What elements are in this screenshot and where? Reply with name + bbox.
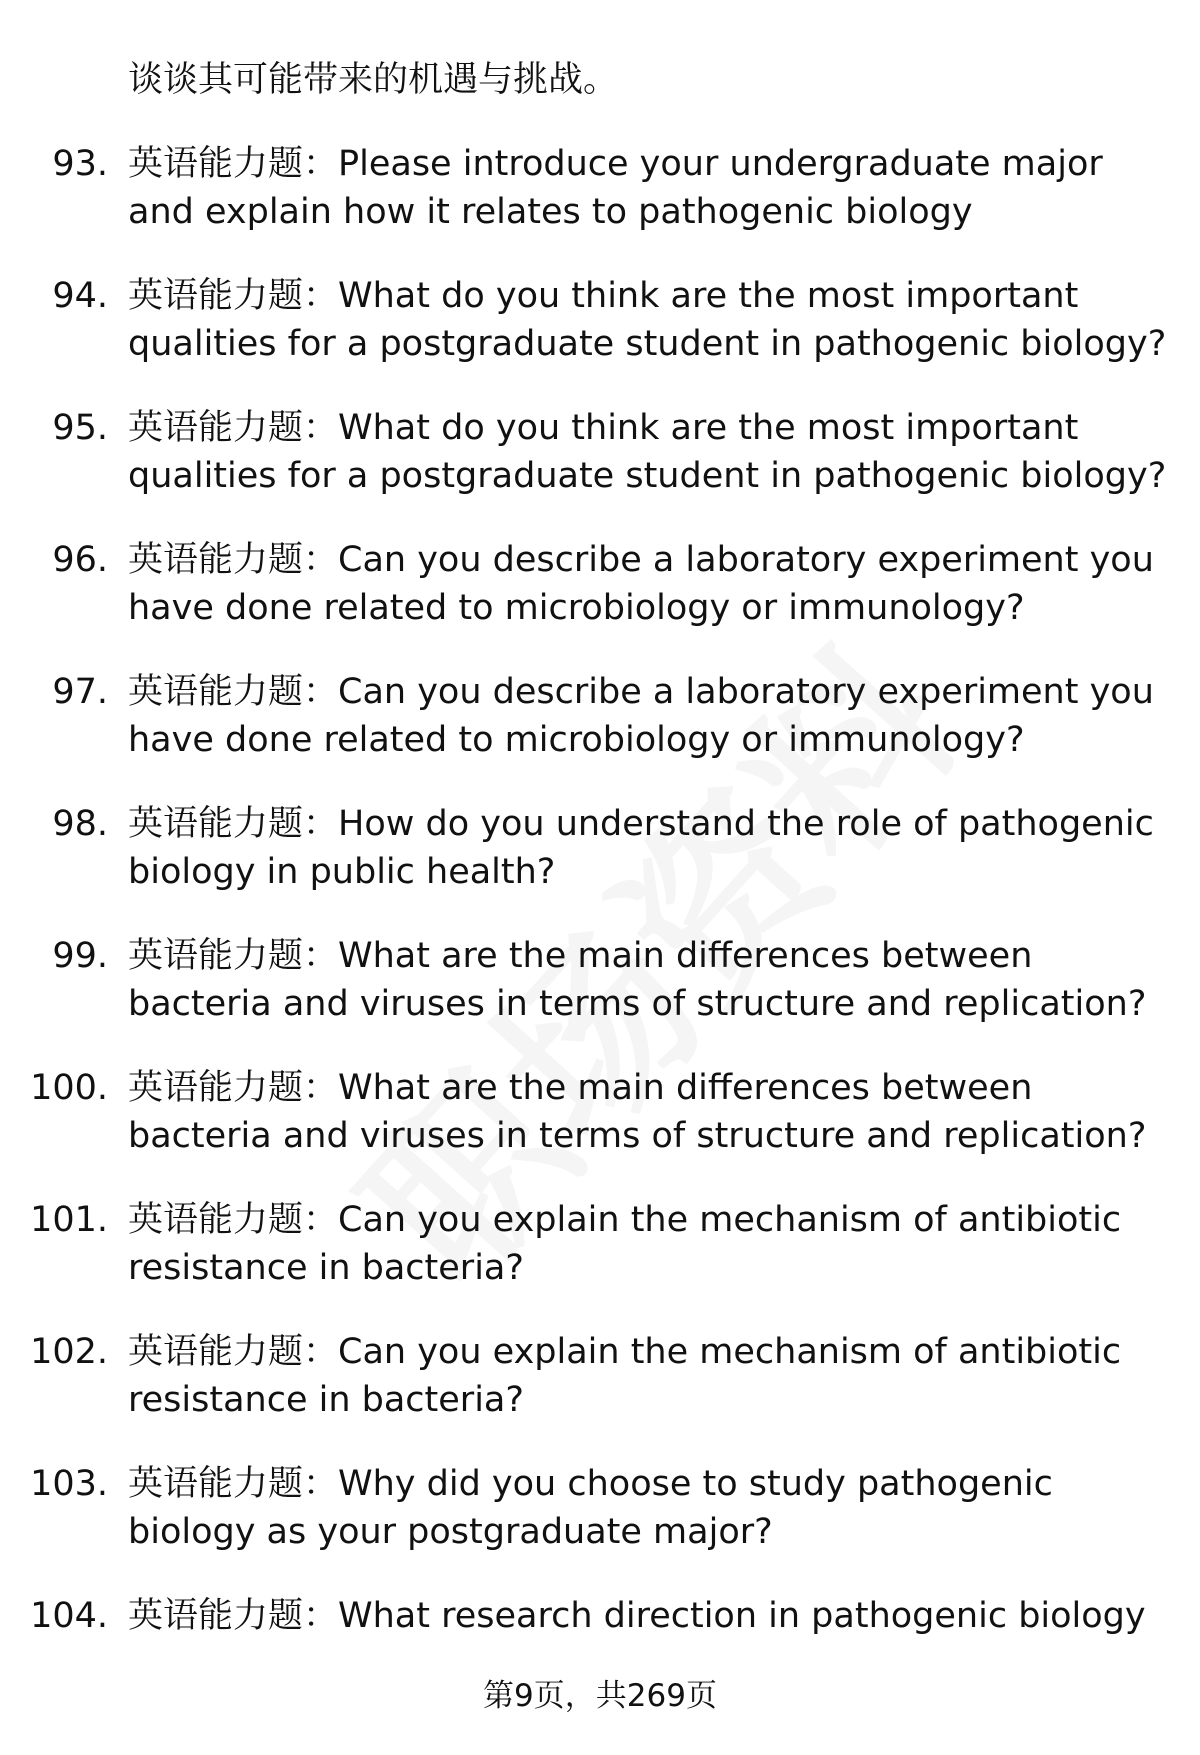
question-item <box>0 1196 1200 1328</box>
question-text: Can you describe a laboratory experiment you have done related to microbiology or immunology? <box>128 540 1154 628</box>
question-item <box>0 272 1200 404</box>
question-tag: 英语能力题： <box>128 276 339 316</box>
question-number: 99. <box>52 936 108 976</box>
question-item <box>0 932 1200 1064</box>
question-text: How do you understand the role of pathogenic biology in public health? <box>128 804 1154 892</box>
question-item <box>0 800 1200 932</box>
question-tag: 英语能力题： <box>128 1596 339 1636</box>
question-body <box>128 932 1178 1028</box>
question-body <box>128 1064 1178 1160</box>
question-tag: 英语能力题： <box>128 1332 339 1372</box>
question-number: 102. <box>30 1332 108 1372</box>
question-item <box>0 536 1200 668</box>
question-item <box>0 1328 1200 1460</box>
question-tag: 英语能力题： <box>128 1464 339 1504</box>
question-body <box>128 1328 1178 1424</box>
question-text: What do you think are the most important qualities for a postgraduate student in pathogenic biology? <box>128 408 1167 496</box>
question-body <box>128 668 1178 764</box>
page-footer: 第9页，共269页 <box>483 1678 717 1714</box>
question-number: 101. <box>30 1200 108 1240</box>
question-number: 94. <box>52 276 108 316</box>
question-text: What are the main differences between bacteria and viruses in terms of structure and replication? <box>128 936 1147 1024</box>
question-tag: 英语能力题： <box>128 936 339 976</box>
question-text: What do you think are the most important qualities for a postgraduate student in pathogenic biology? <box>128 276 1167 364</box>
question-number: 103. <box>30 1464 108 1504</box>
question-body <box>128 1460 1178 1556</box>
question-body <box>128 800 1178 896</box>
question-text: What are the main differences between bacteria and viruses in terms of structure and replication? <box>128 1068 1147 1156</box>
question-text: Please introduce your undergraduate major and explain how it relates to pathogenic biology <box>128 144 1103 232</box>
question-body <box>128 404 1178 500</box>
question-number: 98. <box>52 804 108 844</box>
question-tag: 英语能力题： <box>128 1068 339 1108</box>
question-text: Can you explain the mechanism of antibiotic resistance in bacteria? <box>128 1332 1122 1420</box>
question-text: Can you describe a laboratory experiment you have done related to microbiology or immunology? <box>128 672 1154 760</box>
question-body <box>128 536 1178 632</box>
question-item <box>0 140 1200 272</box>
continuation-text: 谈谈其可能带来的机遇与挑战。 <box>128 60 619 100</box>
question-list <box>0 140 1200 1724</box>
question-item <box>0 1064 1200 1196</box>
question-number: 100. <box>30 1068 108 1108</box>
question-tag: 英语能力题： <box>128 804 339 844</box>
question-tag: 英语能力题： <box>128 1200 339 1240</box>
question-tag: 英语能力题： <box>128 144 339 184</box>
question-item <box>0 668 1200 800</box>
question-tag: 英语能力题： <box>128 672 339 712</box>
question-number: 97. <box>52 672 108 712</box>
question-number: 93. <box>52 144 108 184</box>
question-number: 96. <box>52 540 108 580</box>
question-number: 95. <box>52 408 108 448</box>
question-body <box>128 1592 1178 1640</box>
question-item <box>0 1460 1200 1592</box>
question-item <box>0 404 1200 536</box>
question-tag: 英语能力题： <box>128 540 339 580</box>
question-text: What research direction in pathogenic biology <box>338 1596 1146 1636</box>
question-body <box>128 272 1178 368</box>
question-text: Why did you choose to study pathogenic biology as your postgraduate major? <box>128 1464 1053 1552</box>
question-number: 104. <box>30 1596 108 1636</box>
question-text: Can you explain the mechanism of antibiotic resistance in bacteria? <box>128 1200 1122 1288</box>
question-body <box>128 140 1178 236</box>
question-tag: 英语能力题： <box>128 408 339 448</box>
question-body <box>128 1196 1178 1292</box>
